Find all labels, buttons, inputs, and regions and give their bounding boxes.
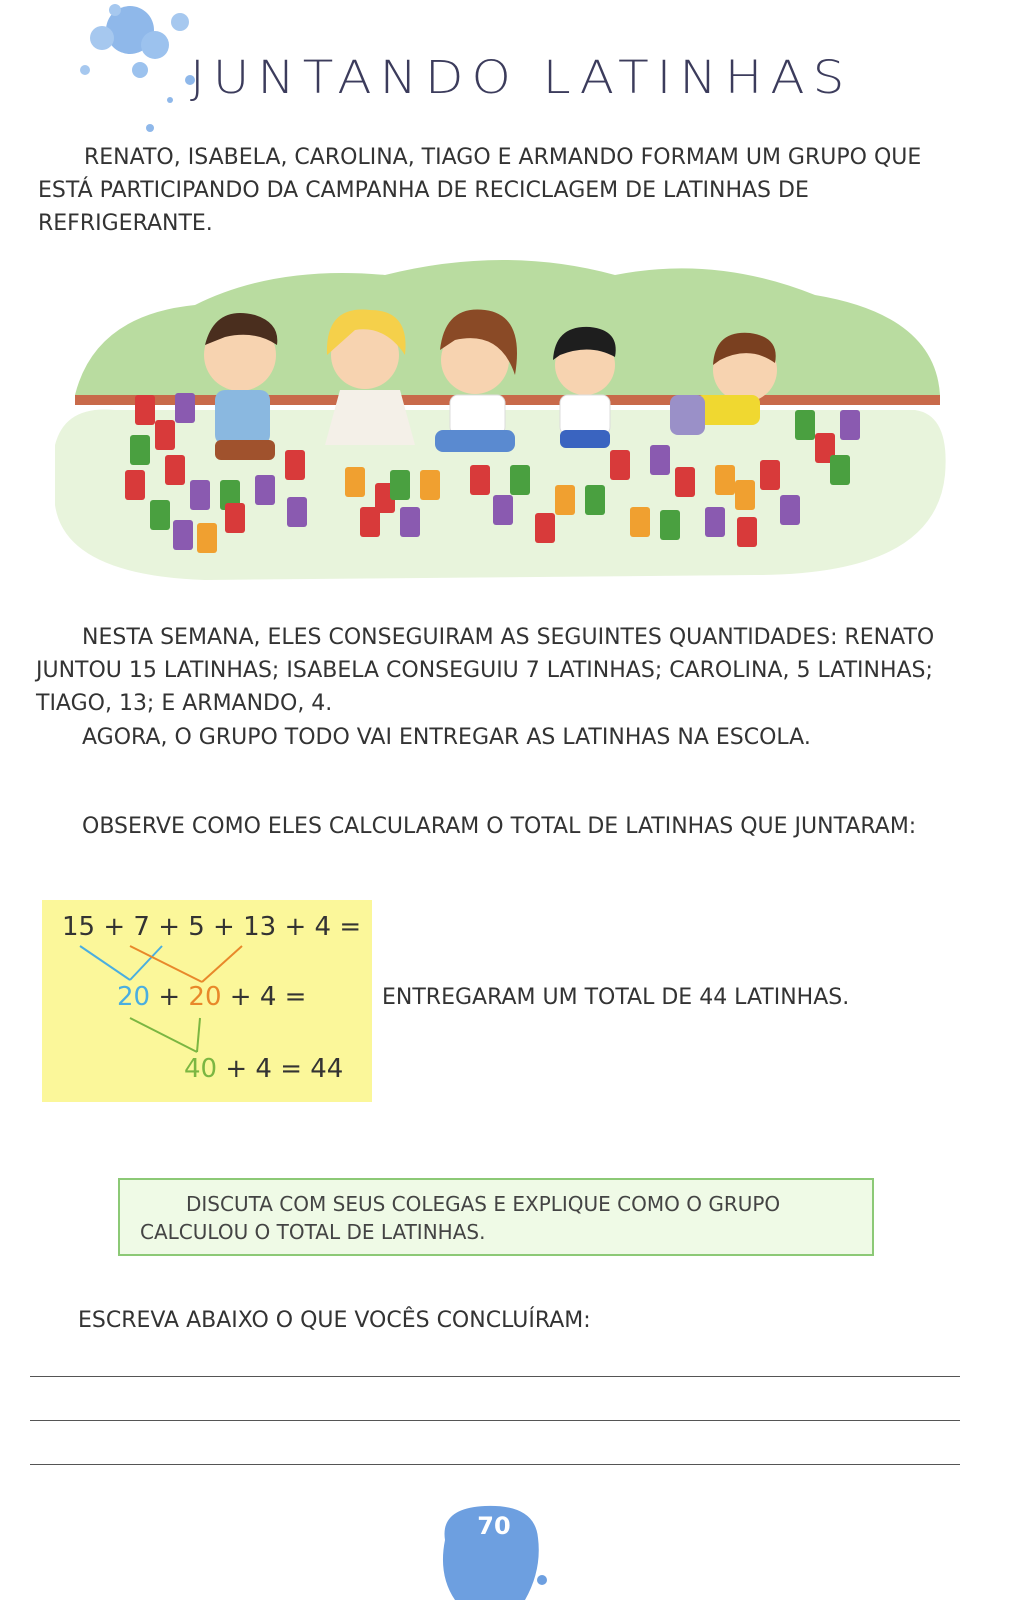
calc-sum-20-blue: 20 [117, 982, 151, 1012]
discussion-box [118, 1178, 874, 1256]
calc-line-3 [184, 1054, 343, 1084]
result-statement: ENTREGARAM UM TOTAL DE 44 LATINHAS. [382, 985, 850, 1010]
answer-line-1[interactable] [30, 1376, 960, 1377]
calc-sum-20-orange: 20 [188, 982, 222, 1012]
calc-sum-40-green: 40 [184, 1054, 218, 1084]
write-instruction: ESCREVA ABAIXO O QUE VOCÊS CONCLUÍRAM: [78, 1308, 591, 1333]
calc-plus: + [150, 982, 189, 1012]
children-with-cans-illustration [55, 245, 950, 585]
calculation-box [42, 900, 372, 1102]
page-number: 70 [477, 1512, 511, 1540]
calc-line-2-rest: + 4 = [221, 982, 307, 1012]
week-quantities-paragraph: NESTA SEMANA, ELES CONSEGUIRAM AS SEGUINTES QUANTIDADES: RENATO JUNTOU 15 LATINHAS; ISABELA CONSEGUIU 7 LATINHAS; CAROLINA, 5 LATINHAS; TIAGO, 13; E ARMANDO, 4. [36, 625, 935, 716]
observe-paragraph: OBSERVE COMO ELES CALCULARAM O TOTAL DE LATINHAS QUE JUNTARAM: [82, 814, 917, 839]
calc-line-1: 15 + 7 + 5 + 13 + 4 = [62, 912, 362, 942]
intro-paragraph: RENATO, ISABELA, CAROLINA, TIAGO E ARMANDO FORMAM UM GRUPO QUE ESTÁ PARTICIPANDO DA CAMPANHA DE RECICLAGEM DE LATINHAS DE REFRIGERANTE. [38, 145, 922, 236]
calc-line-3-rest: + 4 = 44 [217, 1054, 344, 1084]
answer-line-2[interactable] [30, 1420, 960, 1421]
calc-line-2 [117, 982, 306, 1012]
deliver-paragraph: AGORA, O GRUPO TODO VAI ENTREGAR AS LATINHAS NA ESCOLA. [82, 725, 811, 750]
discussion-text: DISCUTA COM SEUS COLEGAS E EXPLIQUE COMO O GRUPO CALCULOU O TOTAL DE LATINHAS. [140, 1192, 781, 1244]
page-title: JUNTANDO LATINHAS [190, 51, 853, 104]
answer-line-3[interactable] [30, 1464, 960, 1465]
